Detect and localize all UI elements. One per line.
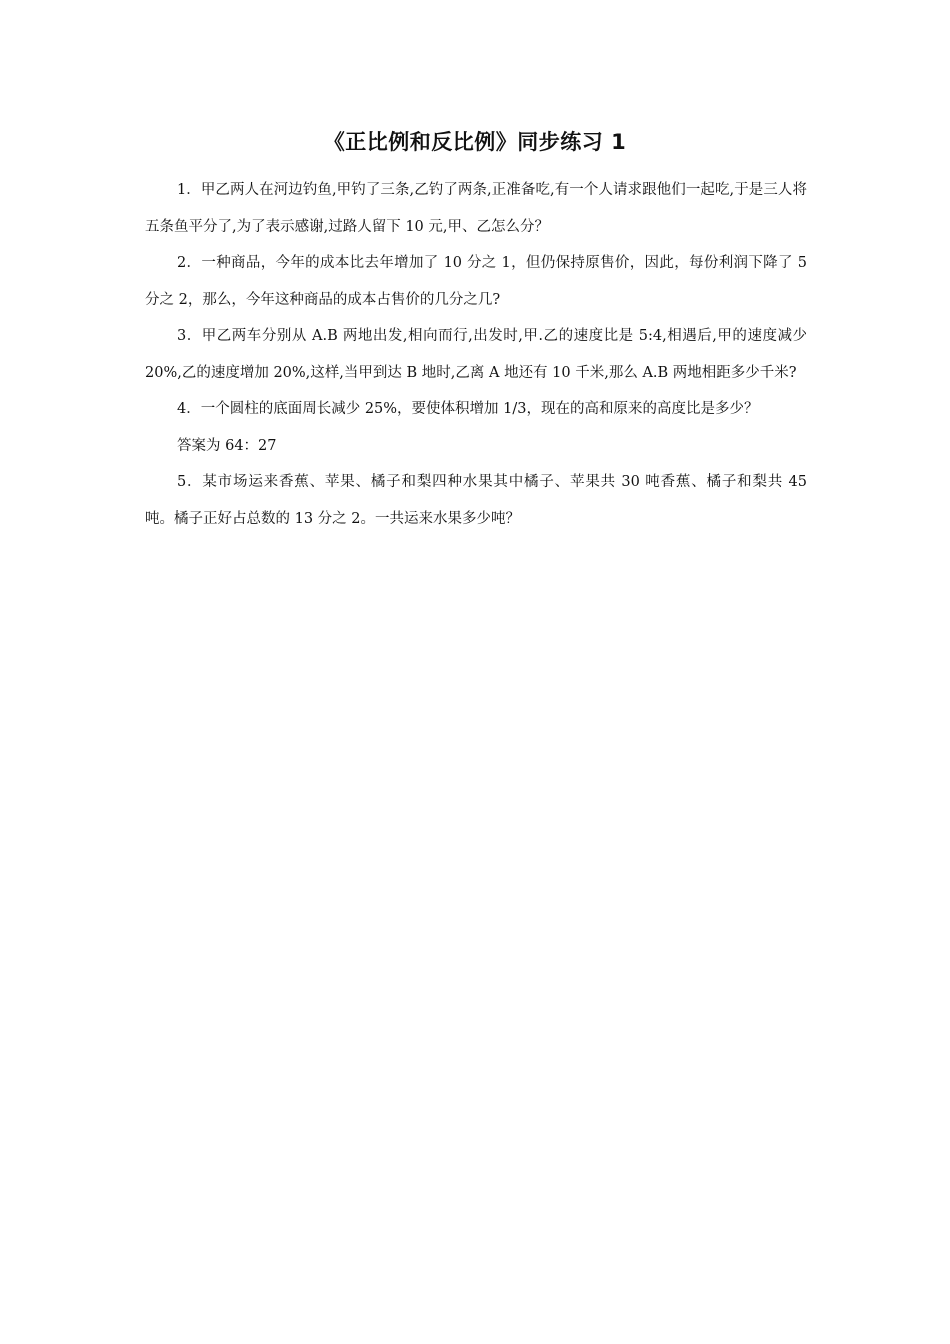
question-1: 1．甲乙两人在河边钓鱼,甲钓了三条,乙钓了两条,正准备吃,有一个人请求跟他们一起吃,于是三人将五条鱼平分了,为了表示感谢,过路人留下 10 元,甲、乙怎么分？ [145, 182, 807, 235]
question-4: 4．一个圆柱的底面周长减少 25%，要使体积增加 1/3，现在的高和原来的高度比是多少？ [177, 401, 759, 417]
question-3: 3．甲乙两车分别从 A.B 两地出发,相向而行,出发时,甲.乙的速度比是 5:4,相遇后,甲的速度减少 20%,乙的速度增加 20%,这样,当甲到达 B 地时,乙离 A 地还有 10 千米,那么 A.B 两地相距多少千米? [145, 328, 807, 381]
answer-4: 答案为 64：27 [177, 437, 277, 454]
question-5: 5．某市场运来香蕉、苹果、橘子和梨四种水果其中橘子、苹果共 30 吨香蕉、橘子和梨共 45 吨。橘子正好占总数的 13 分之 2。一共运来水果多少吨？ [145, 474, 807, 527]
question-2: 2．一种商品，今年的成本比去年增加了 10 分之 1，但仍保持原售价，因此，每份利润下降了 5 分之 2，那么，今年这种商品的成本占售价的几分之几? [145, 255, 807, 308]
page-title: 《正比例和反比例》同步练习 1 [323, 130, 627, 154]
document-body [145, 172, 807, 537]
